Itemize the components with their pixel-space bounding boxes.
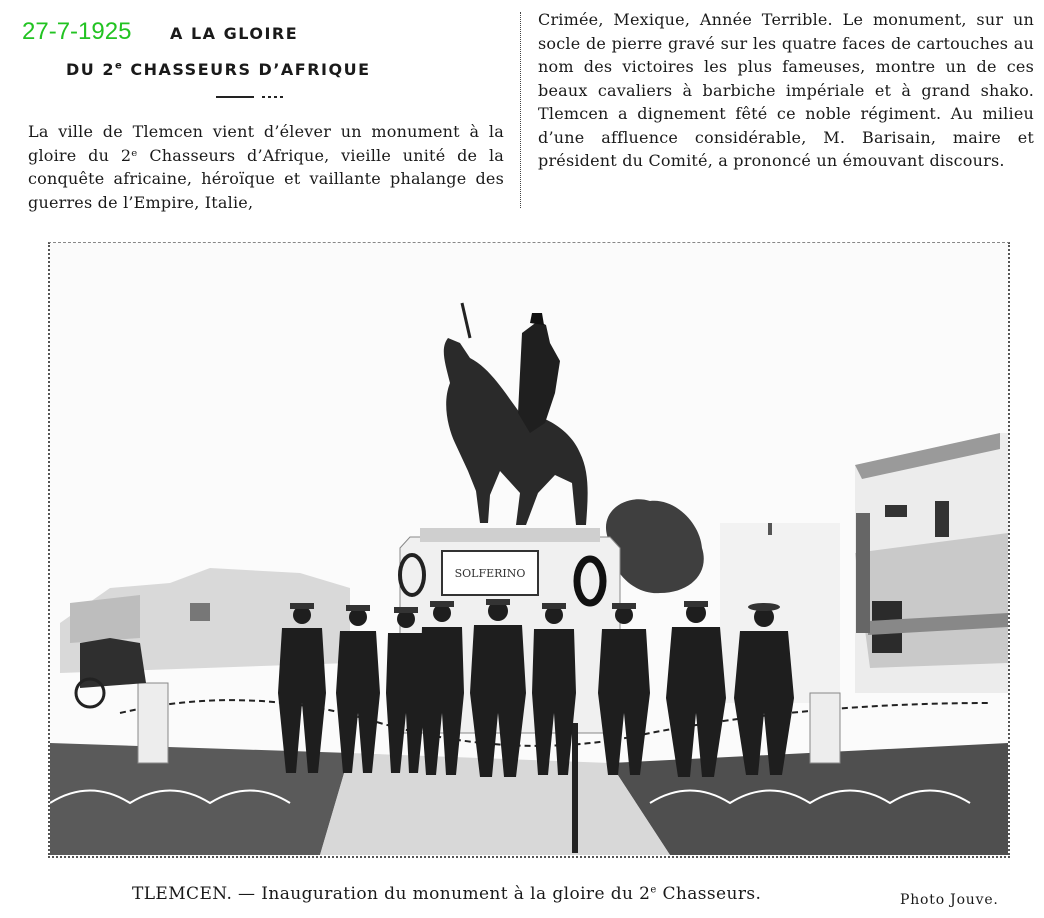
article-column-right: Crimée, Mexique, Année Terrible. Le monument, sur un socle de pierre gravé sur les quatre faces de cartouches au nom des victoires les plus fameuses, montre un de ces beaux cavaliers à barbiche impériale et à grand shako. Tlemcen a dignement fêté ce noble régiment. Au milieu d’une affluence considérable, M. Barisain, maire et président du Comité, a prononcé un émouvant discours. (538, 10, 1034, 170)
title-line2-post: CHASSEURS D’AFRIQUE (123, 60, 371, 79)
article-title-line1: A LA GLOIRE (170, 24, 299, 43)
caption-pre: TLEMCEN. — Inauguration du monument à la gloire du 2 (132, 884, 651, 904)
title-line2-pre: DU 2 (66, 60, 115, 79)
date-stamp: 27-7-1925 (22, 18, 132, 45)
caption-sup: e (650, 884, 657, 896)
monument-photo (48, 242, 1010, 858)
article-column-left: La ville de Tlemcen vient d’élever un monument à la gloire du 2ᵉ Chasseurs d’Afrique, vieille unité de la conquête africaine, héroïque et vaillante phalange des guerres de l’Empire, Italie, (28, 122, 504, 212)
title-line2-sup: e (114, 60, 124, 72)
article-title-line2 (66, 60, 371, 79)
column-divider (520, 12, 522, 208)
photo-caption (132, 884, 761, 904)
caption-post: Chasseurs. (656, 884, 762, 904)
title-divider (216, 96, 288, 98)
pedestal-plaque: SOLFERINO (454, 567, 526, 580)
photo-credit: Photo Jouve. (900, 892, 999, 908)
